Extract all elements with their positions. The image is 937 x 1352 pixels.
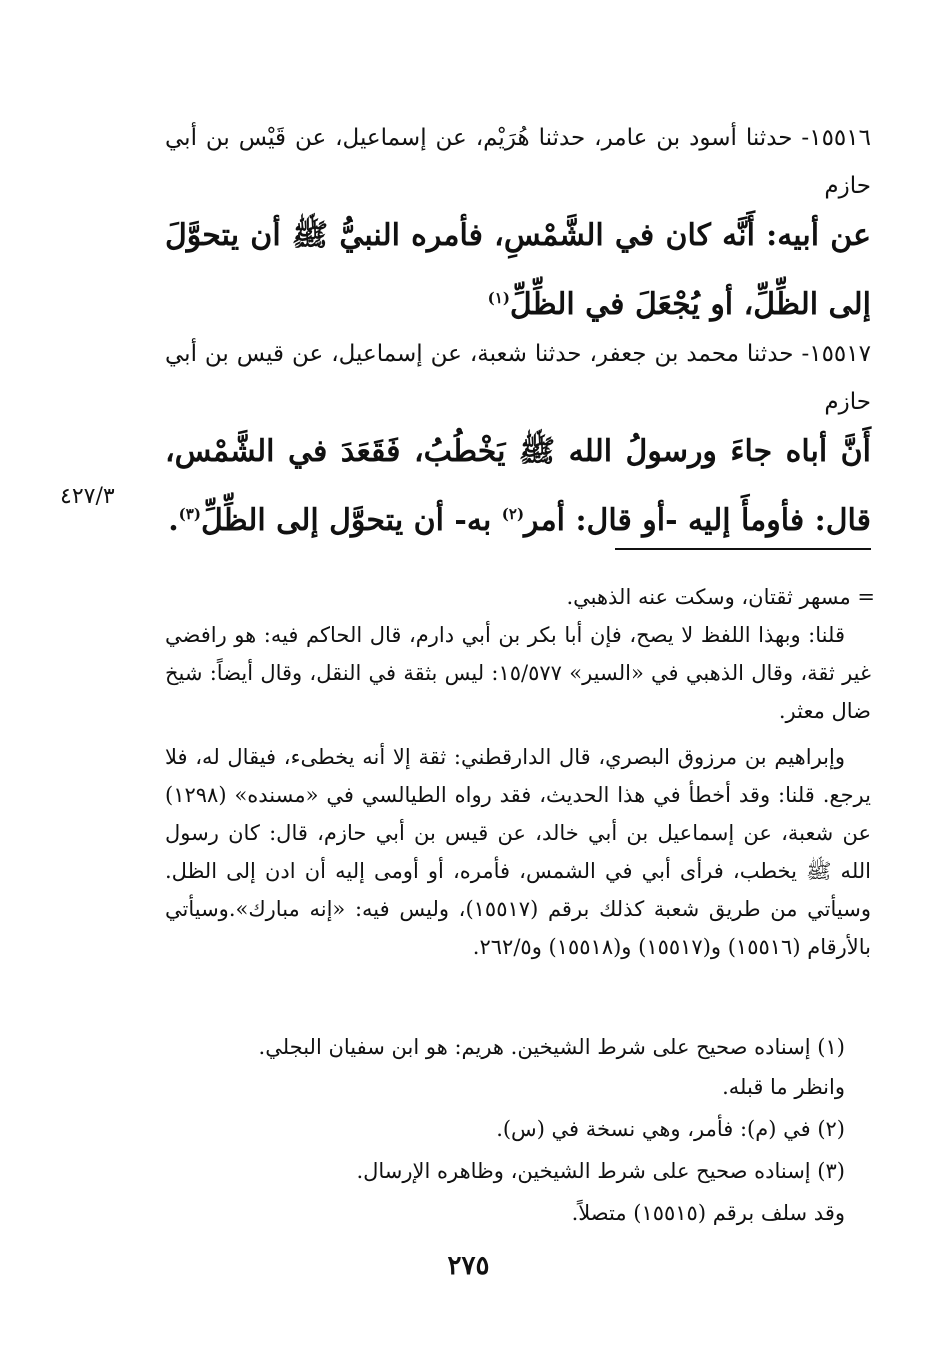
footnote-2: (٢) في (م): فأمر، وهي نسخة في (س). [496,1117,845,1141]
footnote-continuation: = مسهر ثقتان، وسكت عنه الذهبي. [566,585,875,609]
footnote-1-line-2: وانظر ما قبله. [722,1075,845,1099]
hadith-15516-isnad: ١٥٥١٦- حدثنا أسود بن عامر، حدثنا هُرَيْم، عن إسماعيل، عن قَيْس بن أبي حازم [165,125,871,199]
footnote-separator [615,548,871,550]
footnote-3-line-1: (٣) إسناده صحيح على شرط الشيخين، وظاهره الإرسال. [356,1159,845,1183]
hadith-15516-matn [165,205,871,336]
footnote-3-line-2: وقد سلف برقم (١٥٥١٥) متصلاً. [571,1201,845,1225]
page-number: ٢٧٥ [447,1251,490,1281]
hadith-15517-matn-part1: أَنَّ أباه جاءَ ورسولُ الله ﷺ يَخْطُبُ، فَقَعَدَ في الشَّمْس، قال: فأومأَ إليه -أو قال: أمر [165,434,871,538]
footnote-1-line-1: (١) إسناده صحيح على شرط الشيخين. هريم: هو ابن سفيان البجلي. [258,1035,845,1059]
hadith-15517-isnad: ١٥٥١٧- حدثنا محمد بن جعفر، حدثنا شعبة، عن إسماعيل، عن قيس بن أبي حازم [165,341,871,415]
footnote-ref-1: (١) [487,289,510,307]
footnote-paragraph-1: قلنا: وبهذا اللفظ لا يصح، فإن أبا بكر بن أبي دارم، قال الحاكم فيه: هو رافضي غير ثقة، وقال الذهبي في «السير» ١٥/٥٧٧: ليس بثقة في النقل، وقال أيضاً: شيخ ضال معثر. [165,623,871,723]
hadith-15516-matn-text: عن أبيه: أَنَّه كان في الشَّمْسِ، فأمره النبيُّ ﷺ أن يتحوَّلَ إلى الظِّلِّ، أو يُجْعَلَ في الظِّلِّ [165,218,871,322]
footnote-paragraph-2: وإبراهيم بن مرزوق البصري، قال الدارقطني: ثقة إلا أنه يخطىء، فيقال له، فلا يرجع. قلنا: وقد أخطأ في هذا الحديث، فقد رواه الطيالسي في «مسنده» (١٢٩٨) عن شعبة، عن إسماعيل بن أبي خالد، عن قيس بن أبي حازم، قال: كان رسول الله ﷺ يخطب، فرأى أبي في الشمس، فأمره، أو أومى إليه أن ادن إلى الظل. وسيأتي من طريق شعبة كذلك برقم (١٥٥١٧)، وليس فيه: «إنه مبارك».وسيأتي بالأرقام (١٥٥١٦) و(١٥٥١٧) و(١٥٥١٨) و٢٦٢/٥. [165,745,871,959]
footnote-ref-3: (٣) [178,505,201,523]
margin-reference: ٤٢٧/٣ [60,484,115,509]
hadith-15517-matn-part2: به- أن يتحوَّل إلى الظِّلِّ [200,503,502,538]
footnote-ref-2: (٢) [501,505,525,523]
hadith-15517-matn [165,421,871,552]
hadith-15517-matn-end: . [168,503,179,538]
